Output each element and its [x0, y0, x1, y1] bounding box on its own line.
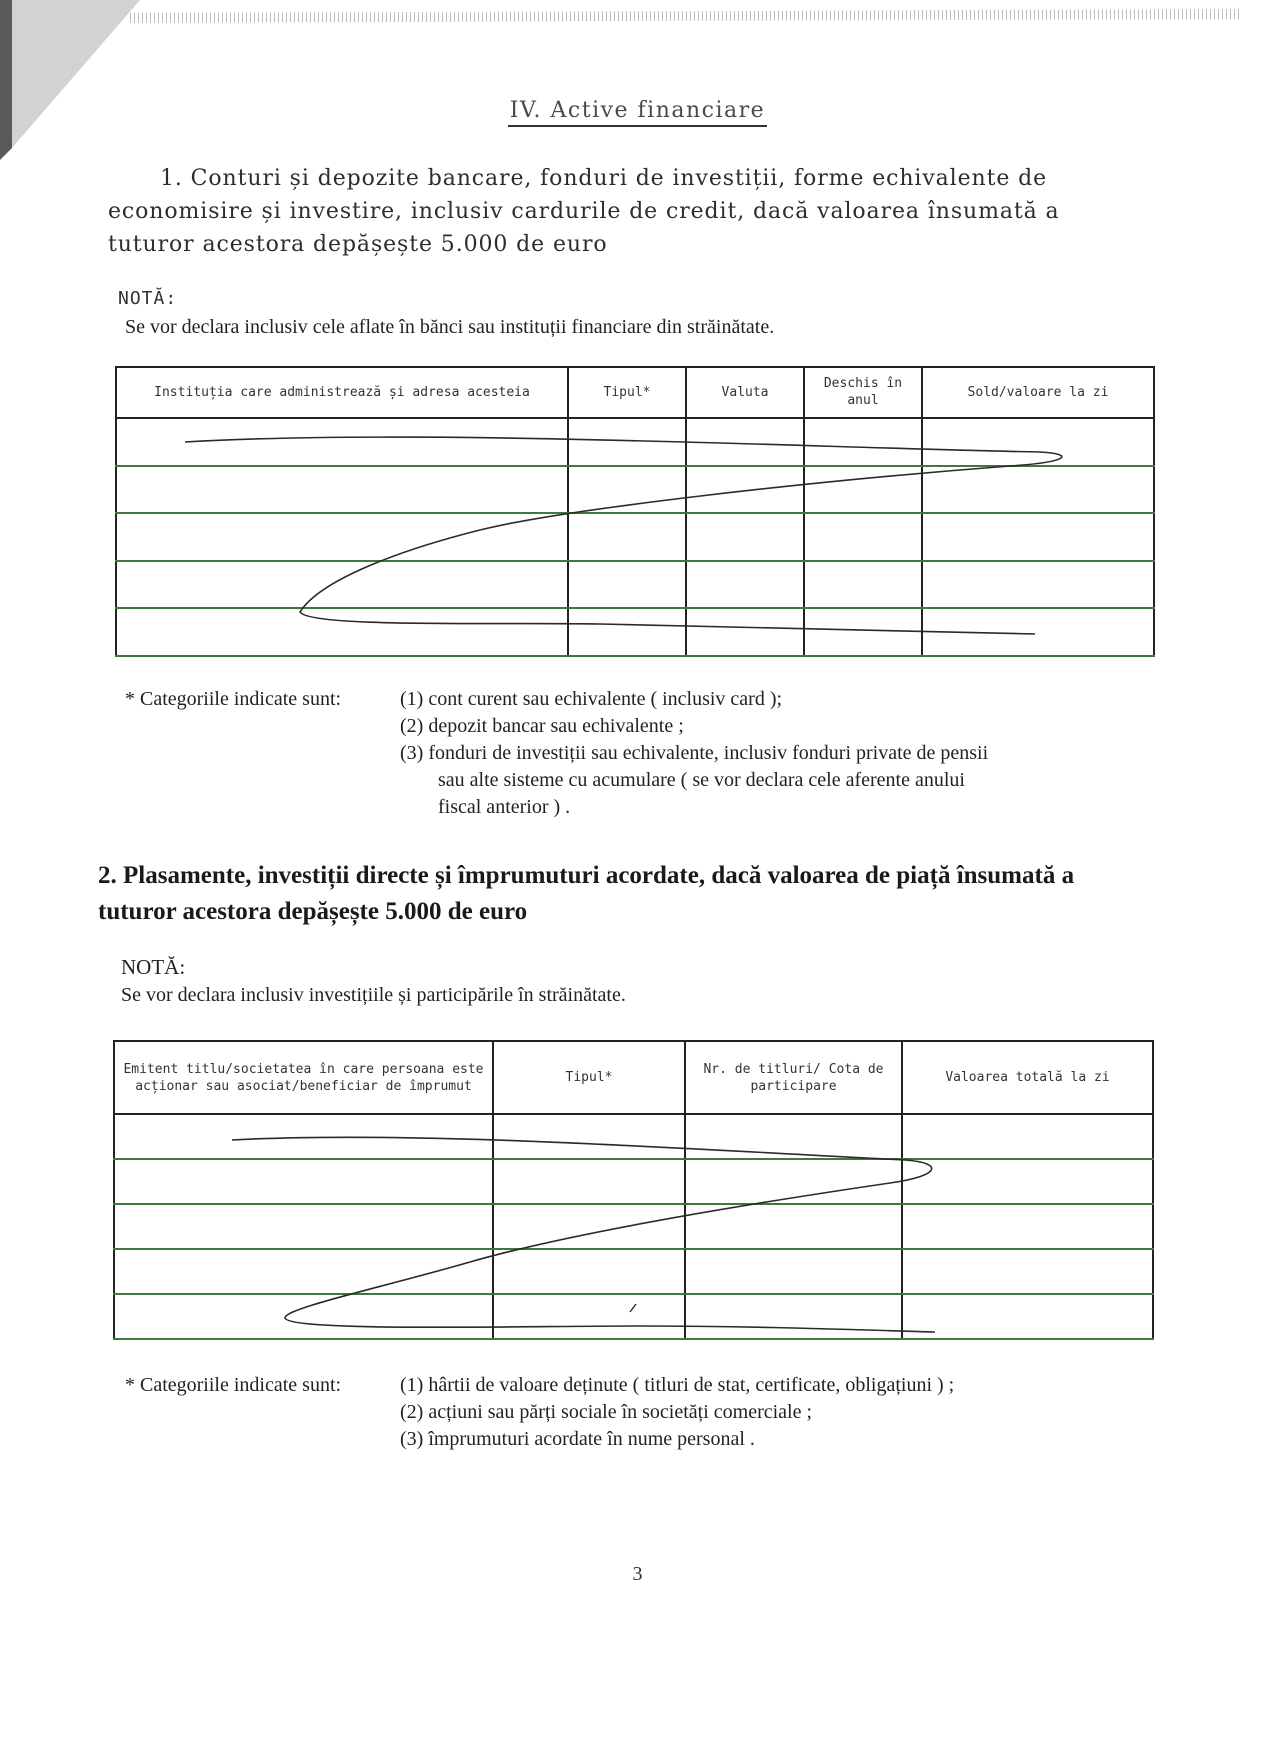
table-cell[interactable] [114, 1159, 493, 1204]
table-row [116, 466, 1154, 514]
table-cell[interactable] [114, 1294, 493, 1339]
table-cell[interactable] [493, 1204, 685, 1249]
table-cell[interactable] [114, 1204, 493, 1249]
header-emitent: Emitent titlu/societatea în care persoana este acționar sau asociat/beneficiar de împrumut [114, 1041, 493, 1114]
table-cell[interactable] [686, 466, 804, 514]
table-cell[interactable] [902, 1294, 1153, 1339]
section-title: IV. Active financiare [0, 98, 1275, 123]
subsection-1-heading: 1. Conturi și depozite bancare, fonduri de investiții, forme echivalente de economisire și investire, inclusiv cardurile de credit, dacă valoarea însumată a tuturor acestora depășește 5.000 de euro [108, 166, 1060, 257]
table-cell[interactable] [686, 608, 804, 656]
table-cell[interactable] [902, 1249, 1153, 1294]
header-valoarea-totala: Valoarea totală la zi [902, 1041, 1153, 1114]
header-institutie: Instituția care administrează și adresa acesteia [116, 367, 568, 418]
table-cell[interactable] [685, 1159, 902, 1204]
table-cell[interactable] [493, 1294, 685, 1339]
table-row [114, 1249, 1153, 1294]
table-cell[interactable] [493, 1114, 685, 1159]
table-cell[interactable] [686, 561, 804, 609]
category-1-3-end: fiscal anterior ) . [438, 796, 571, 818]
table-cell[interactable] [116, 608, 568, 656]
categories-intro-1: * Categoriile indicate sunt: [125, 688, 342, 710]
table-cell[interactable] [685, 1294, 902, 1339]
header-deschis: Deschis în anul [804, 367, 922, 418]
table-header-row [116, 367, 1154, 418]
table-cell[interactable] [116, 561, 568, 609]
table-cell[interactable] [902, 1159, 1153, 1204]
table-header-row [114, 1041, 1153, 1114]
table-row [116, 513, 1154, 561]
table-cell[interactable] [568, 561, 686, 609]
categories-intro-2: * Categoriile indicate sunt: [125, 1374, 342, 1396]
table-cell[interactable] [902, 1204, 1153, 1249]
table-row [114, 1294, 1153, 1339]
table-cell[interactable] [568, 418, 686, 466]
header-nr-titluri: Nr. de titluri/ Cota de participare [685, 1041, 902, 1114]
table-row [116, 418, 1154, 466]
table-cell[interactable] [568, 466, 686, 514]
folded-corner [0, 0, 140, 160]
nota-text-2: Se vor declara inclusiv investițiile și participările în străinătate. [121, 984, 626, 1006]
category-2-1: (1) hârtii de valoare deținute ( titluri de stat, certificate, obligațiuni ) ; [400, 1374, 955, 1396]
table-cell[interactable] [116, 418, 568, 466]
table-cell[interactable] [114, 1114, 493, 1159]
nota-label-2: NOTĂ: [121, 955, 186, 979]
table-cell[interactable] [114, 1249, 493, 1294]
nota-text-1: Se vor declara inclusiv cele aflate în bănci sau instituții financiare din străinătate. [125, 316, 775, 338]
subsection-2-heading: 2. Plasamente, investiții directe și împrumuturi acordate, dacă valoarea de piață însumată a tuturor acestora depășește 5.000 de euro [98, 862, 1075, 925]
header-sold: Sold/valoare la zi [922, 367, 1154, 418]
category-1-3: (3) fonduri de investiții sau echivalente, inclusiv fonduri private de pensii [400, 742, 989, 764]
table-cell[interactable] [685, 1204, 902, 1249]
header-tipul: Tipul* [568, 367, 686, 418]
category-2-3: (3) împrumuturi acordate în nume personal . [400, 1428, 755, 1450]
table-cell[interactable] [685, 1114, 902, 1159]
table-cell[interactable] [686, 513, 804, 561]
table-cell[interactable] [922, 418, 1154, 466]
table-cell[interactable] [568, 513, 686, 561]
table-cell[interactable] [804, 418, 922, 466]
category-2-2: (2) acțiuni sau părți sociale în societăți comerciale ; [400, 1401, 813, 1423]
table-cell[interactable] [804, 466, 922, 514]
table-cell[interactable] [116, 513, 568, 561]
table-row [116, 608, 1154, 656]
category-1-2: (2) depozit bancar sau echivalente ; [400, 715, 684, 737]
table-row [114, 1114, 1153, 1159]
nota-label-1: NOTĂ: [118, 288, 178, 309]
table-cell[interactable] [493, 1249, 685, 1294]
table-cell[interactable] [568, 608, 686, 656]
table-row [114, 1204, 1153, 1249]
page-number: 3 [632, 1563, 643, 1585]
header-valuta: Valuta [686, 367, 804, 418]
investments-table [113, 1040, 1154, 1340]
scan-noise [130, 4, 1240, 30]
table-cell[interactable] [116, 466, 568, 514]
category-1-3-cont: sau alte sisteme cu acumulare ( se vor declara cele aferente anului [438, 769, 965, 791]
bank-accounts-table [115, 366, 1155, 657]
category-1-1: (1) cont curent sau echivalente ( inclusiv card ); [400, 688, 783, 710]
table-cell[interactable] [804, 561, 922, 609]
header-tipul-2: Tipul* [493, 1041, 685, 1114]
table-cell[interactable] [922, 608, 1154, 656]
table-cell[interactable] [922, 466, 1154, 514]
table-cell[interactable] [804, 513, 922, 561]
table-cell[interactable] [493, 1159, 685, 1204]
table-cell[interactable] [902, 1114, 1153, 1159]
table-cell[interactable] [686, 418, 804, 466]
table-row [116, 561, 1154, 609]
table-cell[interactable] [804, 608, 922, 656]
table-cell[interactable] [922, 513, 1154, 561]
table-cell[interactable] [685, 1249, 902, 1294]
table-cell[interactable] [922, 561, 1154, 609]
table-row [114, 1159, 1153, 1204]
